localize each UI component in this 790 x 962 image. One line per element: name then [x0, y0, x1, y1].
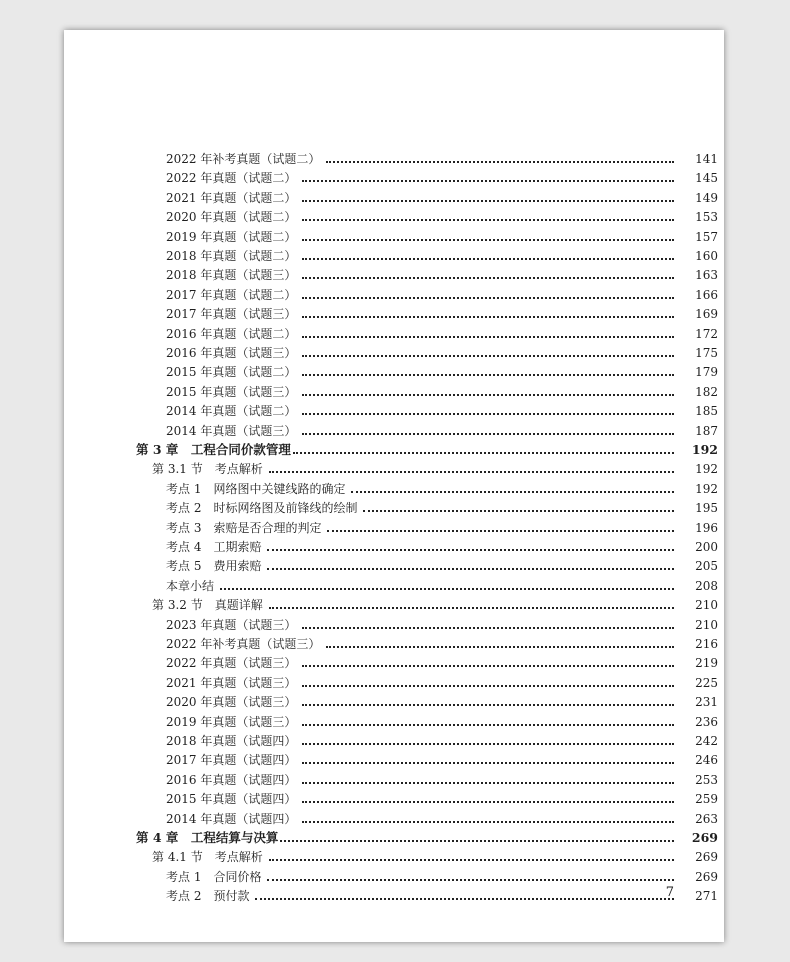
dot-leader — [302, 180, 674, 182]
dot-leader — [326, 646, 674, 648]
toc-page-number: 253 — [695, 772, 718, 787]
dot-leader — [220, 588, 674, 590]
toc-entry-row — [64, 205, 724, 224]
dot-leader — [267, 568, 674, 570]
dot-leader — [302, 413, 674, 415]
toc-entry-title: 第 3 章 工程合同价款管理 — [136, 442, 291, 457]
toc-page-number: 208 — [695, 578, 718, 593]
toc-entry-title: 第 3.2 节 真题详解 — [152, 598, 263, 613]
toc-page-number: 200 — [695, 540, 718, 554]
toc-page-number: 269 — [695, 869, 718, 884]
toc-entry-title: 2017 年真题（试题四） — [166, 753, 297, 768]
toc-entry-row — [64, 360, 724, 379]
toc-page-number: 225 — [695, 675, 718, 690]
toc-page-number: 205 — [695, 559, 718, 574]
dot-leader — [302, 258, 674, 260]
toc-page-number: 160 — [695, 249, 718, 263]
toc-entry-title: 第 3.1 节 考点解析 — [152, 462, 263, 477]
toc-page-number: 145 — [695, 171, 718, 186]
dot-leader — [302, 336, 674, 338]
toc-page-number: 269 — [691, 830, 718, 845]
toc-entry-title: 2022 年真题（试题三） — [166, 656, 297, 671]
toc-entry-row — [64, 865, 724, 884]
toc-entry-row — [64, 574, 724, 593]
toc-page-number: 182 — [695, 384, 718, 399]
dot-leader — [302, 724, 674, 726]
dot-leader — [302, 627, 674, 629]
toc-entry-row — [64, 632, 724, 651]
toc-page-number: 163 — [695, 268, 718, 283]
book-page — [64, 30, 724, 942]
toc-entry-title: 2017 年真题（试题三） — [166, 307, 297, 322]
toc-entry-title: 2018 年真题（试题二） — [166, 249, 297, 263]
toc-entry-title: 2015 年真题（试题三） — [166, 384, 297, 399]
dot-leader — [302, 782, 674, 784]
toc-entry-row — [64, 419, 724, 438]
toc-page-number: 242 — [695, 734, 718, 748]
toc-entry-row — [64, 671, 724, 690]
dot-leader — [302, 297, 674, 299]
dot-leader — [255, 898, 674, 900]
toc-entry-row — [64, 554, 724, 573]
toc-page-number: 153 — [695, 210, 718, 225]
toc-page-number: 196 — [695, 520, 718, 535]
toc-page-number: 195 — [695, 501, 718, 516]
toc-entry-row — [64, 516, 724, 535]
toc-entry-title: 第 4 章 工程结算与决算 — [136, 830, 279, 845]
dot-leader — [327, 530, 674, 532]
toc-entry-title: 2016 年真题（试题四） — [166, 772, 297, 787]
toc-entry-row — [64, 341, 724, 360]
toc-page-number: 149 — [695, 190, 718, 205]
toc-entry-title: 2023 年真题（试题三） — [166, 617, 297, 632]
toc-entry-title: 2014 年真题（试题三） — [166, 423, 297, 438]
dot-leader — [302, 374, 674, 376]
toc-entry-title: 2019 年真题（试题三） — [166, 714, 297, 729]
toc-page-number: 169 — [695, 307, 718, 322]
toc-page-number: 210 — [695, 598, 718, 613]
toc-entry-row — [64, 263, 724, 282]
toc-entry-row — [64, 399, 724, 418]
page-number-footer: 7 — [665, 885, 674, 900]
toc-entry-title: 考点 1 网络图中关键线路的确定 — [166, 481, 346, 496]
toc-entry-title: 2022 年补考真题（试题三） — [166, 637, 321, 651]
toc-entry-row — [64, 244, 724, 263]
toc-entry-row — [64, 322, 724, 341]
toc-page-number: 192 — [695, 481, 718, 496]
toc-entry-title: 考点 2 预付款 — [166, 889, 250, 904]
toc-entry-row — [64, 225, 724, 244]
toc-page-number: 210 — [695, 617, 718, 632]
toc-page-number: 271 — [695, 889, 718, 904]
toc-page-number: 179 — [695, 365, 718, 380]
toc-section-row — [64, 457, 724, 476]
dot-leader — [302, 821, 674, 823]
toc-entry-title: 考点 3 索赔是否合理的判定 — [166, 520, 322, 535]
toc-page-number: 166 — [695, 287, 718, 302]
toc-page-number: 187 — [695, 423, 718, 438]
toc-entry-row — [64, 166, 724, 185]
toc-entry-row — [64, 496, 724, 515]
dot-leader — [302, 355, 674, 357]
toc-entry-title: 2016 年真题（试题三） — [166, 346, 297, 360]
dot-leader — [302, 685, 674, 687]
toc-entry-row — [64, 477, 724, 496]
toc-entry-row — [64, 807, 724, 826]
toc-page-number: 175 — [695, 346, 718, 360]
toc-entry-title: 2015 年真题（试题二） — [166, 365, 297, 380]
toc-chapter-row — [64, 438, 724, 457]
dot-leader — [302, 219, 674, 221]
toc-entry-title: 2017 年真题（试题二） — [166, 287, 297, 302]
dot-leader — [302, 743, 674, 745]
toc-section-row — [64, 593, 724, 612]
dot-leader — [351, 491, 674, 493]
toc-page-number: 269 — [695, 850, 718, 865]
toc-entry-title: 第 4.1 节 考点解析 — [152, 850, 263, 865]
dot-leader — [302, 277, 674, 279]
toc-page-number: 236 — [695, 714, 718, 729]
dot-leader — [302, 433, 674, 435]
dot-leader — [293, 452, 674, 454]
dot-leader — [302, 200, 674, 202]
toc-entry-row — [64, 380, 724, 399]
dot-leader — [302, 239, 674, 241]
toc-entry-row — [64, 147, 724, 166]
toc-entry-row — [64, 613, 724, 632]
toc-page-number: 172 — [695, 326, 718, 341]
dot-leader — [269, 471, 674, 473]
toc-page-number: 192 — [695, 462, 718, 477]
dot-leader — [280, 840, 674, 842]
toc-page-number: 246 — [695, 753, 718, 768]
dot-leader — [269, 859, 674, 861]
toc-page-number: 259 — [695, 792, 718, 807]
toc-entry-row — [64, 768, 724, 787]
toc-entry-title: 考点 4 工期索赔 — [166, 540, 262, 554]
toc-entry-row — [64, 302, 724, 321]
dot-leader — [302, 665, 674, 667]
toc-entry-title: 2014 年真题（试题二） — [166, 404, 297, 419]
toc-entry-row — [64, 651, 724, 670]
toc-section-row — [64, 845, 724, 864]
dot-leader — [269, 607, 674, 609]
toc-entry-title: 考点 5 费用索赔 — [166, 559, 262, 574]
toc-entry-row — [64, 535, 724, 554]
toc-entry-title: 2020 年真题（试题二） — [166, 210, 297, 225]
toc-page-number: 192 — [691, 442, 718, 457]
toc-page-number: 263 — [695, 811, 718, 826]
toc-entry-row — [64, 748, 724, 767]
toc-entry-title: 2022 年真题（试题二） — [166, 171, 297, 186]
toc-page-number: 185 — [695, 404, 718, 419]
toc-entry-row — [64, 186, 724, 205]
toc-page-number: 219 — [695, 656, 718, 671]
toc-entry-row — [64, 787, 724, 806]
toc-entry-row — [64, 710, 724, 729]
toc-entry-title: 2022 年补考真题（试题二） — [166, 152, 321, 166]
toc-entry-title: 考点 1 合同价格 — [166, 869, 262, 884]
toc-entry-row — [64, 283, 724, 302]
toc-entry-title: 考点 2 时标网络图及前锋线的绘制 — [166, 501, 358, 516]
toc-entry-title: 2021 年真题（试题二） — [166, 190, 297, 205]
dot-leader — [302, 316, 674, 318]
toc-page-number: 216 — [695, 637, 718, 651]
toc-entry-title: 2016 年真题（试题二） — [166, 326, 297, 341]
dot-leader — [302, 762, 674, 764]
toc-page-number: 157 — [695, 229, 718, 244]
toc-entry-row — [64, 729, 724, 748]
toc-entry-title: 2018 年真题（试题三） — [166, 268, 297, 283]
toc-entry-title: 2018 年真题（试题四） — [166, 734, 297, 748]
dot-leader — [326, 161, 674, 163]
toc-entry-title: 2021 年真题（试题三） — [166, 675, 297, 690]
toc-entry-title: 2020 年真题（试题三） — [166, 695, 297, 710]
dot-leader — [302, 394, 674, 396]
toc-entry-row — [64, 690, 724, 709]
dot-leader — [302, 801, 674, 803]
dot-leader — [267, 549, 674, 551]
toc-entry-title: 2019 年真题（试题二） — [166, 229, 297, 244]
dot-leader — [267, 879, 674, 881]
toc-entry-title: 本章小结 — [166, 578, 215, 593]
toc-chapter-row — [64, 826, 724, 845]
toc-entry-title: 2015 年真题（试题四） — [166, 792, 297, 807]
dot-leader — [363, 510, 674, 512]
dot-leader — [302, 704, 674, 706]
toc-entry-title: 2014 年真题（试题四） — [166, 811, 297, 826]
toc-page-number: 141 — [695, 152, 718, 166]
toc-page-number: 231 — [695, 695, 718, 710]
